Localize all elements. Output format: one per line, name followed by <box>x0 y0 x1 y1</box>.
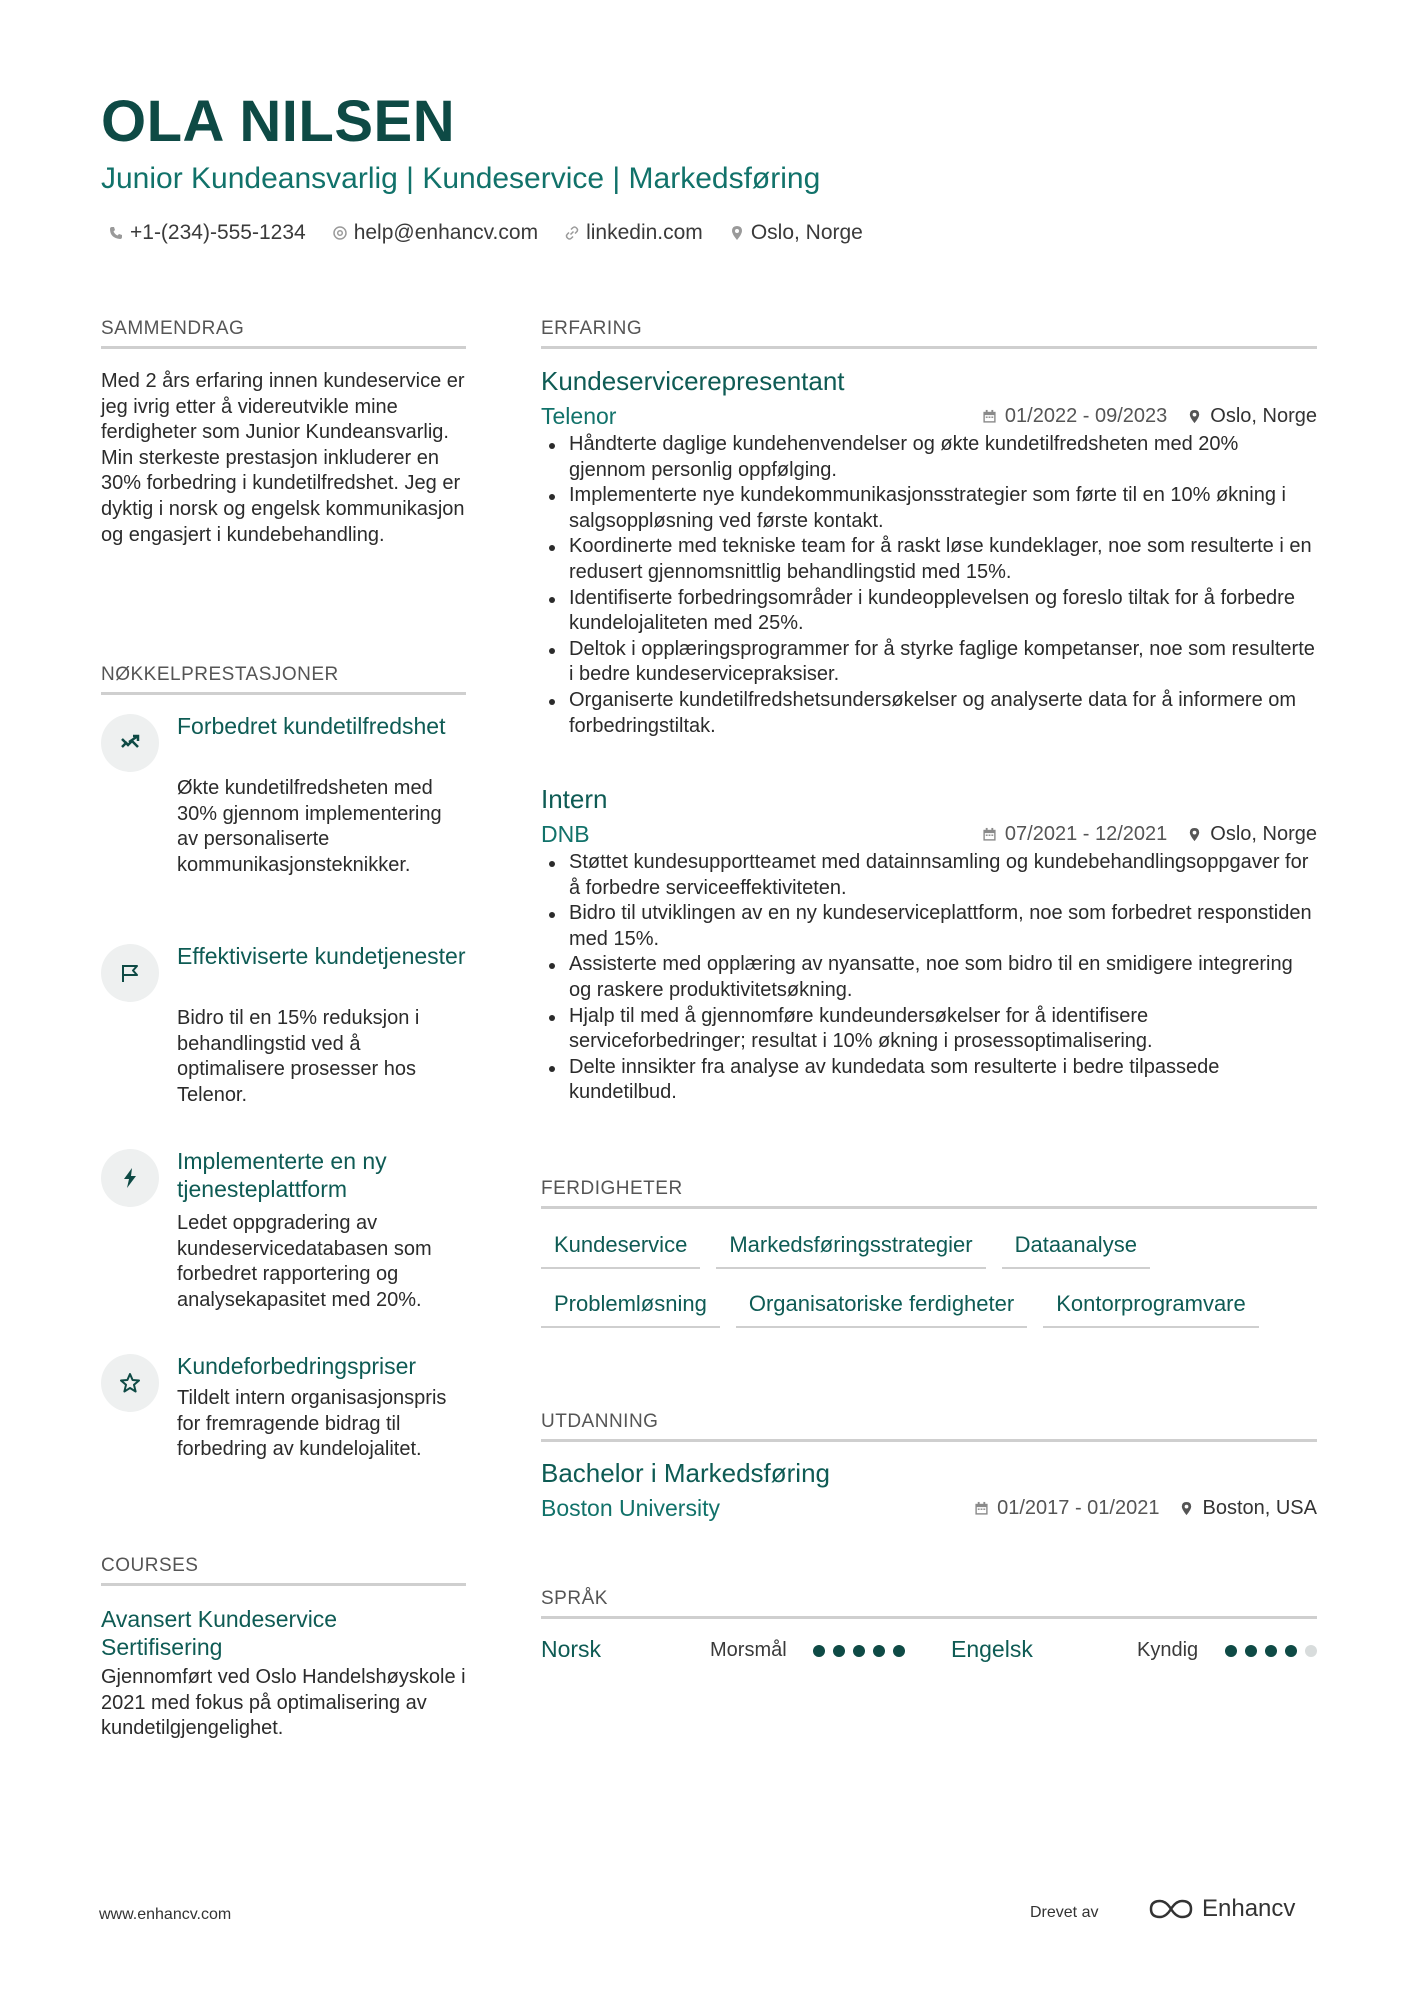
achievement-title: Effektiviserte kundetjenester <box>177 943 466 969</box>
job-bullet: Deltok i opplæringsprogrammer for å styrke faglige kompetanser, noe som resulterte i bedre kundeservicepraksiser. <box>541 637 1317 688</box>
achievement-item <box>101 942 466 1122</box>
skills-list <box>541 1228 1317 1346</box>
job-bullets <box>541 432 1317 739</box>
achievement-title: Kundeforbedringspriser <box>177 1353 417 1379</box>
course-desc: Gjennomført ved Oslo Handelshøyskole i 2021 med fokus på optimalisering av kundetilgjengelighet. <box>101 1666 466 1740</box>
course-item <box>101 1605 466 1742</box>
calendar-icon <box>982 409 997 424</box>
education-location <box>1179 1497 1317 1520</box>
contact-location <box>729 221 863 245</box>
skills-row <box>541 1228 1317 1269</box>
contact-linkedin[interactable] <box>564 221 703 245</box>
footer-brand: Enhancv <box>1202 1895 1296 1922</box>
phone-text: +1-(234)-555-1234 <box>130 221 306 244</box>
contact-phone[interactable] <box>108 221 306 245</box>
courses-section-title: COURSES <box>101 1555 466 1586</box>
skill-tag: Problemløsning <box>541 1287 720 1328</box>
job-dates-text: 07/2021 - 12/2021 <box>1004 823 1168 845</box>
job-bullet: Bidro til utviklingen av en ny kundeserviceplattform, noe som forbedret responstiden med 15%. <box>541 901 1317 952</box>
rating-dot-filled <box>813 1645 825 1657</box>
languages-section-title: SPRÅK <box>541 1588 1317 1619</box>
achievement-icon-wrap <box>101 714 159 772</box>
education-meta <box>974 1497 1317 1520</box>
skill-tag: Kontorprogramvare <box>1043 1287 1259 1328</box>
education-school: Boston University <box>541 1495 720 1521</box>
summary-section-title: SAMMENDRAG <box>101 318 466 349</box>
job-bullet: Delte innsikter fra analyse av kundedata som resulterte i bedre tilpassede kundetilbud. <box>541 1055 1317 1106</box>
location-pin-icon <box>1187 827 1202 842</box>
infinity-logo-icon <box>1148 1897 1194 1921</box>
link-icon <box>564 225 580 241</box>
course-title: Avansert Kundeservice Sertifisering <box>101 1606 338 1660</box>
rating-dot-filled <box>1245 1645 1257 1657</box>
education-entry <box>541 1458 1317 1522</box>
education-school-row <box>541 1495 1317 1522</box>
skills-section-title: FERDIGHETER <box>541 1178 1317 1209</box>
job-dates <box>982 823 1167 846</box>
job-location-text: Oslo, Norge <box>1210 823 1317 845</box>
location-pin-icon <box>1179 1501 1194 1516</box>
achievement-title: Forbedret kundetilfredshet <box>177 713 446 739</box>
achievement-desc: Ledet oppgradering av kundeservicedatabasen som forbedret rapportering og analysekapasitet med 20%. <box>177 1212 432 1311</box>
education-dates-text: 01/2017 - 01/2021 <box>997 1497 1160 1519</box>
achievement-desc: Bidro til en 15% reduksjon i behandlingstid ved å optimalisere prosesser hos Telenor. <box>177 1007 420 1106</box>
job-company-row <box>541 403 1317 430</box>
achievement-desc: Tildelt intern organisasjonspris for fremragende bidrag til forbedring av kundelojalitet. <box>177 1387 447 1461</box>
job-bullet: Assisterte med opplæring av nyansatte, noe som bidro til en smidigere integrering og raskere produktivitetsøkning. <box>541 952 1317 1003</box>
job-bullet: Organiserte kundetilfredshetsundersøkelser og analyserte data for å informere om forbedringstiltak. <box>541 688 1317 739</box>
education-section-title: UTDANNING <box>541 1411 1317 1442</box>
education-degree: Bachelor i Markedsføring <box>541 1458 830 1488</box>
job-bullet: Støttet kundesupportteamet med datainnsamling og kundebehandlingsoppgaver for å forbedre serviceeffektiviteten. <box>541 850 1317 901</box>
phone-icon <box>108 225 124 241</box>
job-location <box>1187 405 1317 428</box>
linkedin-text: linkedin.com <box>586 221 703 244</box>
achievement-icon-wrap <box>101 1149 159 1207</box>
rating-dot-filled <box>853 1645 865 1657</box>
achievement-item <box>101 1147 466 1327</box>
job-bullet: Implementerte nye kundekommunikasjonsstrategier som førte til en 10% økning i salgsoppløsning ved første kontakt. <box>541 483 1317 534</box>
enhancv-logo[interactable] <box>1148 1895 1295 1923</box>
language-name: Norsk <box>541 1636 602 1662</box>
job-location-text: Oslo, Norge <box>1210 405 1317 427</box>
job-company: DNB <box>541 821 590 847</box>
footer-url[interactable]: www.enhancv.com <box>99 1906 232 1923</box>
location-pin-icon <box>1187 409 1202 424</box>
skill-tag: Dataanalyse <box>1002 1228 1150 1269</box>
job-company-row <box>541 821 1317 848</box>
language-level: Morsmål <box>710 1639 787 1661</box>
languages-row <box>541 1636 1317 1668</box>
achievement-icon-wrap <box>101 944 159 1002</box>
rating-dot-filled <box>1225 1645 1237 1657</box>
job-bullet: Hjalp til med å gjennomføre kundeundersøkelser for å identifisere serviceforbedringer; resultat i 10% økning i prosessoptimalisering. <box>541 1004 1317 1055</box>
rating-dot-filled <box>893 1645 905 1657</box>
at-icon <box>332 225 348 241</box>
experience-section-title: ERFARING <box>541 318 1317 349</box>
job-title: Intern <box>541 784 608 814</box>
location-pin-icon <box>729 225 745 241</box>
achievement-item <box>101 1352 466 1502</box>
job-bullets <box>541 850 1317 1106</box>
language-level: Kyndig <box>1137 1639 1199 1661</box>
education-location-text: Boston, USA <box>1202 1497 1317 1519</box>
language-rating <box>813 1645 905 1657</box>
summary-text: Med 2 års erfaring innen kundeservice er jeg ivrig etter å videreutvikle mine ferdigheter som Junior Kundeansvarlig. Min sterkeste prestasjon inkluderer en 30% forbedring i kundetilfredshet. Jeg er dyktig i norsk og engelsk kommunikasjon og engasjert i kundebehandling. <box>101 370 465 546</box>
achievement-item <box>101 712 466 912</box>
achievement-desc: Økte kundetilfredsheten med 30% gjennom implementering av personaliserte kommunikasjonsteknikker. <box>177 777 442 876</box>
rating-dot-filled <box>1285 1645 1297 1657</box>
job-dates <box>982 405 1167 428</box>
job-entry <box>541 784 1317 1106</box>
job-location <box>1187 823 1317 846</box>
rating-dot-filled <box>873 1645 885 1657</box>
achievement-title: Implementerte en ny tjenesteplattform <box>177 1148 387 1202</box>
lightning-icon <box>118 1166 142 1190</box>
flag-icon <box>118 961 142 985</box>
email-text: help@enhancv.com <box>353 221 539 244</box>
skill-tag: Kundeservice <box>541 1228 700 1269</box>
rating-dot-empty <box>1305 1645 1317 1657</box>
achievement-icon-wrap <box>101 1354 159 1412</box>
candidate-name: OLA NILSEN <box>101 89 456 154</box>
skills-row <box>541 1287 1317 1328</box>
footer-powered-by: Drevet av <box>1030 1904 1099 1921</box>
location-text: Oslo, Norge <box>750 221 863 244</box>
education-dates <box>974 1497 1159 1520</box>
calendar-icon <box>982 827 997 842</box>
job-entry <box>541 366 1317 739</box>
skill-tag: Organisatoriske ferdigheter <box>736 1287 1027 1328</box>
job-title: Kundeservicerepresentant <box>541 366 845 396</box>
language-name: Engelsk <box>951 1636 1033 1662</box>
job-company: Telenor <box>541 403 617 429</box>
job-meta <box>982 405 1317 428</box>
star-icon <box>118 1371 142 1395</box>
job-bullet: Koordinerte med tekniske team for å raskt løse kundeklager, noe som resulterte i en redusert gjennomsnittlig behandlingstid med 15%. <box>541 534 1317 585</box>
rating-dot-filled <box>833 1645 845 1657</box>
job-bullet: Håndterte daglige kundehenvendelser og økte kundetilfredsheten med 20% gjennom personlig oppfølging. <box>541 432 1317 483</box>
candidate-headline: Junior Kundeansvarlig | Kundeservice | Markedsføring <box>101 162 821 195</box>
rating-dot-filled <box>1265 1645 1277 1657</box>
contact-bar <box>108 221 863 245</box>
contact-email[interactable] <box>332 221 538 245</box>
job-meta <box>982 823 1317 846</box>
calendar-icon <box>974 1501 989 1516</box>
achievements-section-title: NØKKELPRESTASJONER <box>101 664 466 695</box>
job-dates-text: 01/2022 - 09/2023 <box>1004 405 1168 427</box>
language-rating <box>1225 1645 1317 1657</box>
trend-arrows-icon <box>118 731 142 755</box>
skill-tag: Markedsføringsstrategier <box>716 1228 985 1269</box>
job-bullet: Identifiserte forbedringsområder i kundeopplevelsen og foreslo tiltak for å forbedre kundelojaliteten med 25%. <box>541 586 1317 637</box>
